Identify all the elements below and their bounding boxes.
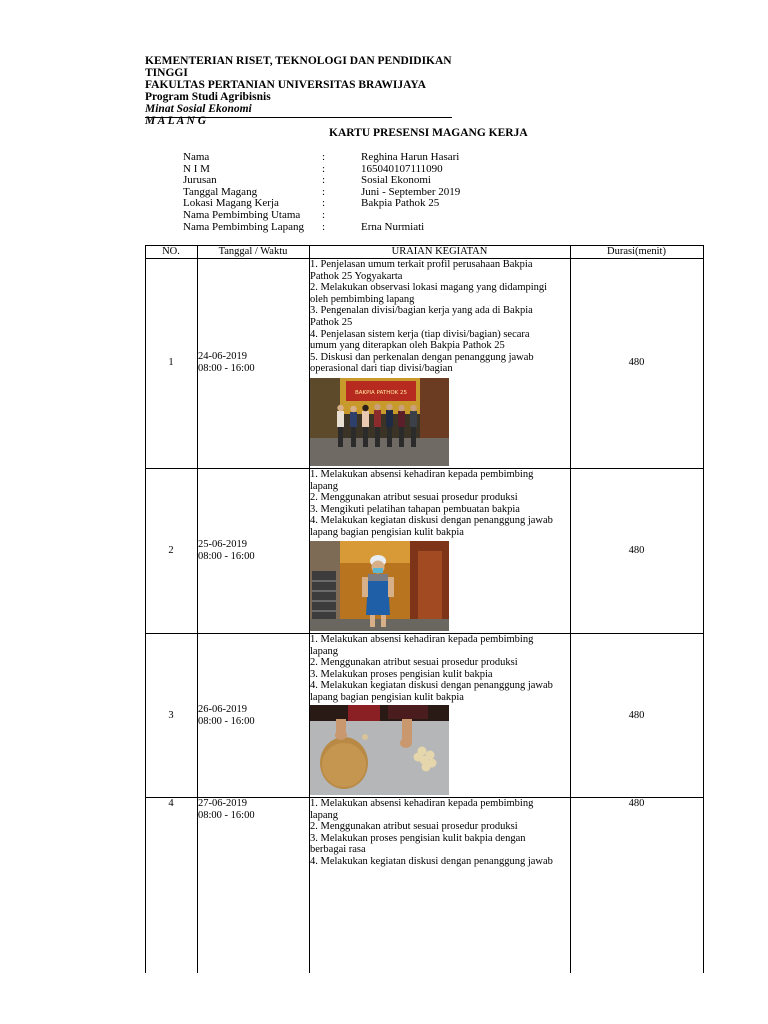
activity-line: 2. Menggunakan atribut sesuai prosedur produksi: [310, 492, 518, 504]
activity-line: 2. Menggunakan atribut sesuai prosedur produksi: [310, 657, 518, 669]
ministry-name: KEMENTERIAN RISET, TEKNOLOGI DAN PENDIDIKAN TINGGI: [145, 55, 452, 79]
row-date: [198, 704, 255, 727]
activity-list: [310, 469, 569, 539]
activity-line: 4. Penjelasan sistem kerja (tiap divisi/bagian) secara: [310, 328, 530, 340]
date-text: 24-06-2019: [198, 351, 247, 362]
info-colon: :: [322, 174, 326, 187]
info-label: Tanggal Magang: [183, 185, 258, 198]
activity-line: Pathok 25 Yogyakarta: [310, 270, 403, 282]
activity-line: operasional dari tiap divisi/bagian: [310, 363, 453, 375]
info-value: Juni - September 2019: [361, 185, 461, 198]
interest-group: Minat Sosial Ekonomi: [145, 103, 252, 115]
time-text: 08:00 - 16:00: [198, 550, 255, 562]
info-value: 165040107111090: [361, 162, 443, 175]
info-label: Nama Pembimbing Utama: [183, 208, 301, 221]
row-date: [198, 539, 255, 562]
activity-line: lapang: [310, 809, 338, 821]
info-label: Lokasi Magang Kerja: [183, 197, 279, 210]
column-header-activity: URAIAN KEGIATAN: [391, 246, 488, 257]
column-header-duration: Durasi(menit): [607, 246, 666, 257]
info-label: Jurusan: [183, 174, 217, 187]
info-value: Sosial Ekonomi: [361, 174, 431, 187]
info-colon: :: [322, 151, 326, 163]
info-row-main-supervisor: [183, 210, 460, 222]
activity-line: berbagai rasa: [310, 844, 366, 856]
activity-line: 4. Melakukan kegiatan diskusi dengan penanggung jawab: [310, 515, 553, 527]
info-label: Nama Pembimbing Lapang: [183, 220, 304, 233]
activity-line: 2. Menggunakan atribut sesuai prosedur produksi: [310, 821, 518, 833]
info-colon: :: [322, 197, 326, 210]
activity-line: 1. Melakukan absensi kehadiran kepada pembimbing: [310, 798, 534, 809]
info-label: N I M: [183, 162, 210, 175]
activity-line: 5. Diskusi dan perkenalan dengan penanggung jawab: [310, 351, 534, 363]
row-duration: 480: [628, 545, 645, 556]
activity-line: lapang bagian pengisian kulit bakpia: [310, 691, 464, 703]
city-name: M A L A N G: [145, 115, 207, 127]
banner-text: BAKPIA PATHOK 25: [354, 390, 408, 396]
activity-line: 1. Melakukan absensi kehadiran kepada pembimbing: [310, 469, 534, 480]
activity-line: 1. Penjelasan umum terkait profil perusahaan Bakpia: [310, 259, 533, 270]
row-duration: 480: [628, 798, 645, 809]
activity-list: [310, 634, 569, 704]
info-value: Erna Nurmiati: [361, 220, 425, 233]
info-colon: :: [322, 162, 326, 175]
time-text: 08:00 - 16:00: [198, 809, 255, 821]
activity-line: lapang: [310, 645, 338, 657]
row-number: 3: [168, 710, 174, 721]
activity-line: 3. Melakukan proses pengisian kulit bakpia dengan: [310, 832, 526, 844]
header-divider: [145, 117, 452, 118]
activity-line: 4. Melakukan kegiatan diskusi dengan penanggung jawab: [310, 680, 553, 692]
activity-list: [310, 259, 569, 375]
study-program: Program Studi Agribisnis: [145, 91, 271, 103]
time-text: 08:00 - 16:00: [198, 715, 255, 727]
photo-production-attire: [310, 541, 449, 631]
table-border: [145, 245, 146, 973]
row-number: 4: [168, 798, 174, 809]
table-border: [570, 245, 571, 973]
row-date: [198, 798, 255, 821]
row-date: [198, 351, 255, 374]
row-number: 2: [168, 545, 174, 556]
row-duration: 480: [628, 710, 645, 721]
time-text: 08:00 - 16:00: [198, 362, 255, 374]
date-text: 27-06-2019: [198, 798, 247, 809]
activity-line: Pathok 25: [310, 316, 353, 328]
photo-filling-dough: [310, 705, 449, 795]
info-colon: :: [322, 208, 326, 221]
activity-line: lapang bagian pengisian kulit bakpia: [310, 526, 464, 538]
date-text: 26-06-2019: [198, 704, 247, 715]
table-border: [703, 245, 704, 973]
column-header-no: NO.: [162, 246, 180, 257]
activity-list: [310, 798, 569, 868]
row-number: 1: [168, 357, 174, 368]
activity-line: 1. Melakukan absensi kehadiran kepada pembimbing: [310, 634, 534, 645]
photo-group-visit: [310, 378, 449, 466]
student-info: [183, 152, 460, 233]
row-duration: 480: [628, 357, 645, 368]
faculty-name: FAKULTAS PERTANIAN UNIVERSITAS BRAWIJAYA: [145, 79, 426, 91]
page-title: KARTU PRESENSI MAGANG KERJA: [329, 127, 528, 139]
activity-line: 2. Melakukan observasi lokasi magang yang didampingi: [310, 282, 548, 294]
info-value: Reghina Harun Hasari: [361, 151, 460, 163]
info-label: Nama: [183, 151, 210, 163]
activity-line: 3. Mengikuti pelatihan tahapan pembuatan bakpia: [310, 503, 520, 515]
activity-line: oleh pembimbing lapang: [310, 293, 415, 305]
activity-line: 3. Melakukan proses pengisian kulit bakpia: [310, 668, 493, 680]
activity-line: 4. Melakukan kegiatan diskusi dengan penanggung jawab: [310, 855, 553, 867]
info-row-name: [183, 152, 460, 164]
activity-line: lapang: [310, 480, 338, 492]
info-row-field-supervisor: [183, 222, 460, 234]
info-colon: :: [322, 185, 326, 198]
info-colon: :: [322, 220, 326, 233]
info-value: Bakpia Pathok 25: [361, 197, 440, 210]
column-header-date: Tanggal / Waktu: [218, 246, 288, 257]
activity-line: umum yang diterapkan oleh Bakpia Pathok 25: [310, 340, 505, 352]
activity-line: 3. Pengenalan divisi/bagian kerja yang ada di Bakpia: [310, 305, 533, 317]
date-text: 25-06-2019: [198, 539, 247, 550]
